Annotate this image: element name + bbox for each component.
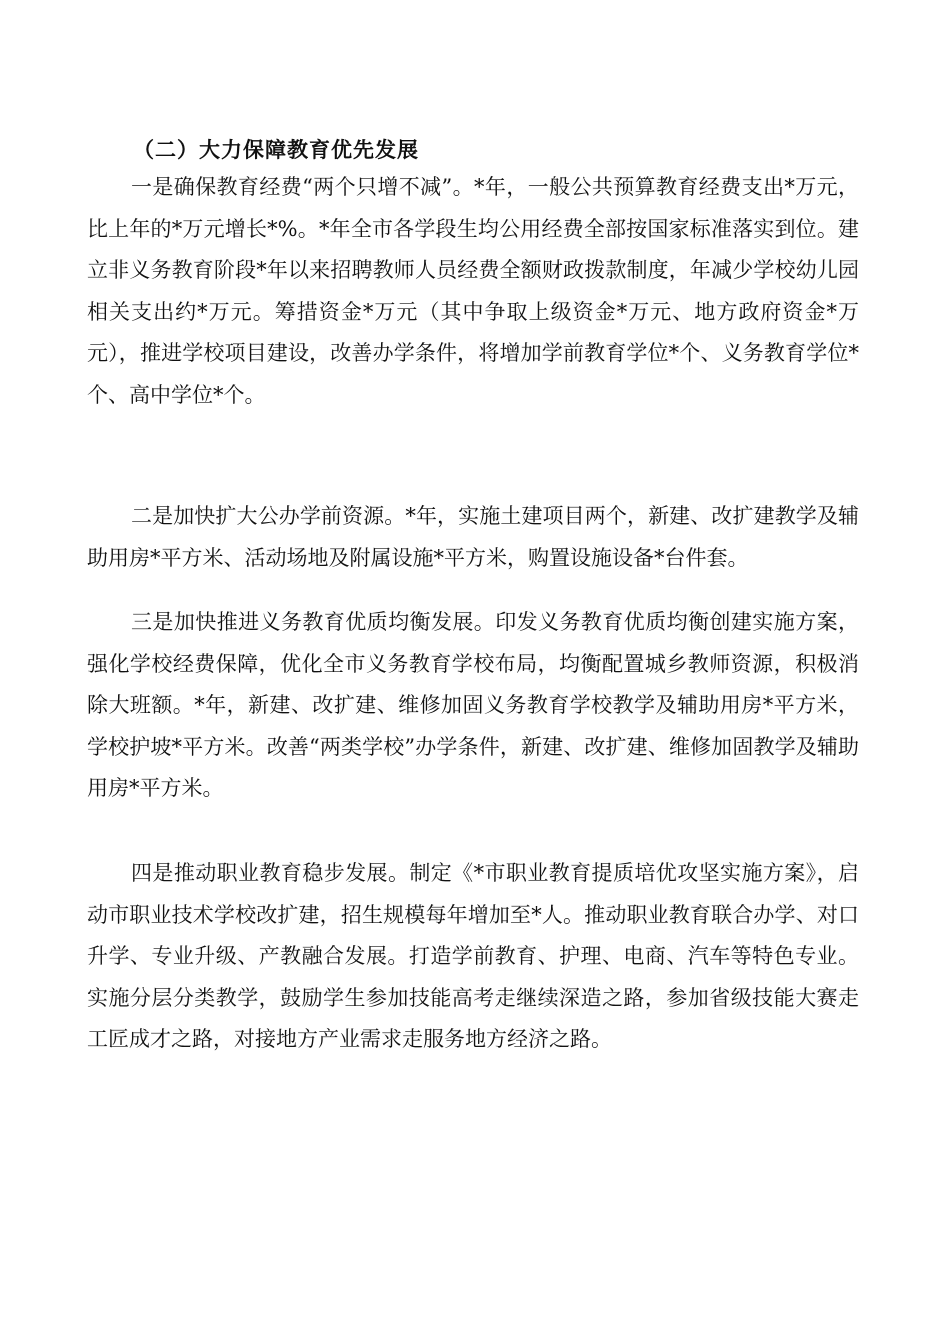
paragraph-preschool-resources: 二是加快扩大公办学前资源。*年，实施土建项目两个，新建、改扩建教学及辅助用房*平方米、活动场地及附属设施*平方米，购置设施设备*台件套。 xyxy=(87,504,859,570)
paragraph-education-funding: 一是确保教育经费“两个只增不减”。*年，一般公共预算教育经费支出*万元，比上年的*万元增长*%。*年全市各学段生均公用经费全部按国家标准落实到位。建立非义务教育阶段*年以来招聘教师人员经费全额财政拨款制度，年减少学校幼儿园相关支出约*万元。筹措资金*万元（其中争取上级资金*万元、地方政府资金*万元），推进学校项目建设，改善办学条件，将增加学前教育学位*个、义务教育学位*个、高中学位*个。 xyxy=(87,175,859,407)
paragraph-compulsory-education: 三是加快推进义务教育优质均衡发展。印发义务教育优质均衡创建实施方案，强化学校经费保障，优化全市义务教育学校布局，均衡配置城乡教师资源，积极消除大班额。*年，新建、改扩建、维修加固义务教育学校教学及辅助用房*平方米，学校护坡*平方米。改善“两类学校”办学条件，新建、改扩建、维修加固教学及辅助用房*平方米。 xyxy=(87,610,859,800)
paragraph-vocational-education: 四是推动职业教育稳步发展。制定《*市职业教育提质培优攻坚实施方案》，启动市职业技术学校改扩建，招生规模每年增加至*人。推动职业教育联合办学、对口升学、专业升级、产教融合发展。打造学前教育、护理、电商、汽车等特色专业。实施分层分类教学，鼓励学生参加技能高考走继续深造之路，参加省级技能大赛走工匠成才之路，对接地方产业需求走服务地方经济之路。 xyxy=(87,861,859,1051)
section-heading: （二）大力保障教育优先发展 xyxy=(133,138,419,162)
